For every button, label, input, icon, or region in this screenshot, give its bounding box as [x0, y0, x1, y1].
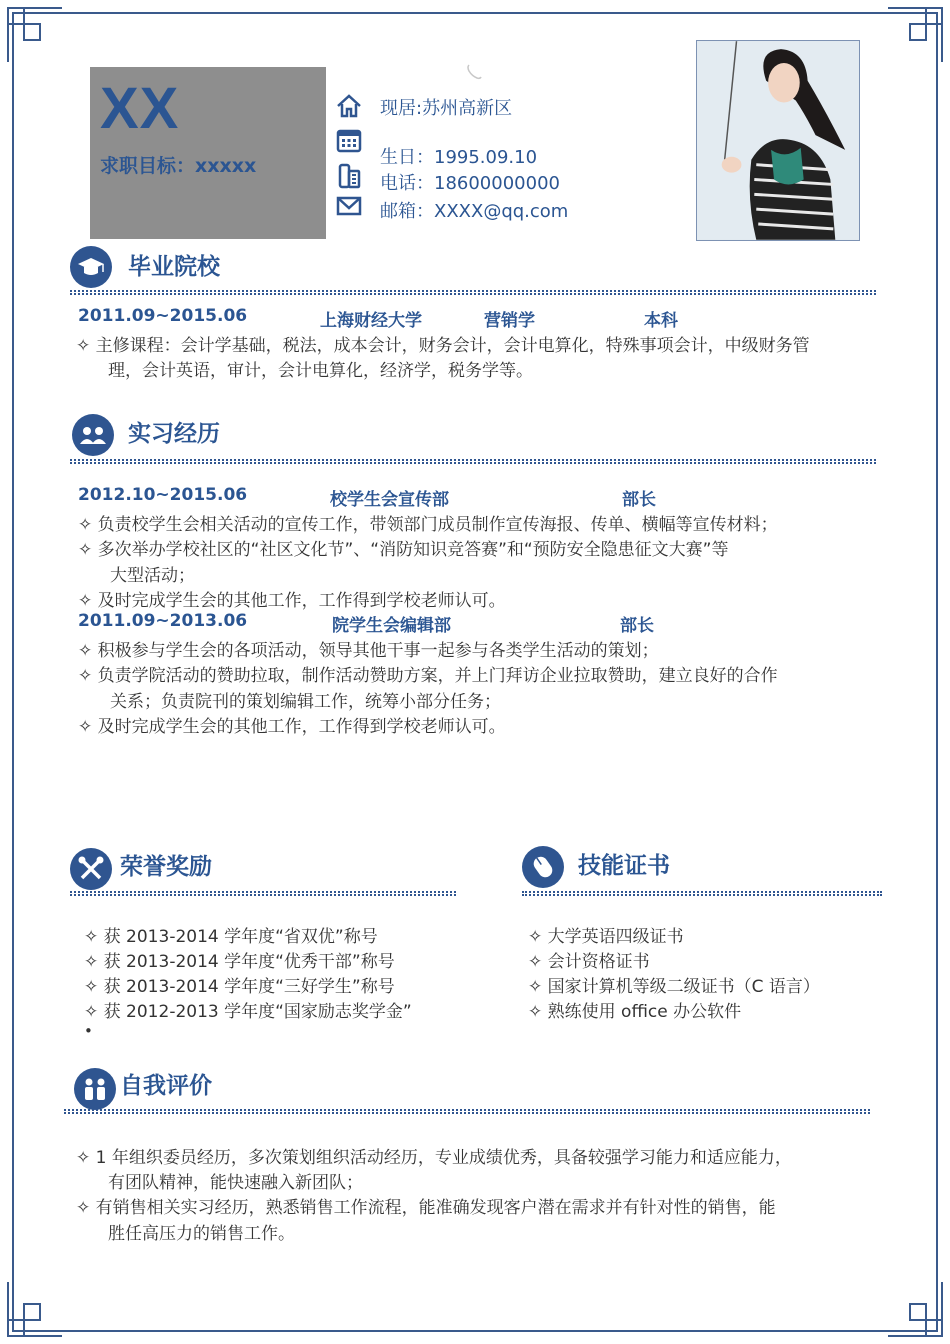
- job2-role: 部长: [620, 616, 654, 636]
- skills-divider: [522, 891, 882, 896]
- corner-ornament-bottom-right: [888, 1282, 944, 1338]
- skill-item: ✧ 国家计算机等级二级证书（C 语言）: [528, 977, 820, 997]
- education-degree: 本科: [644, 311, 678, 331]
- skill-item: ✧ 熟练使用 office 办公软件: [528, 1002, 742, 1022]
- team-icon: [72, 414, 114, 456]
- mouse-icon: [522, 846, 564, 888]
- job1-period: 2012.10~2015.06: [78, 485, 248, 505]
- name-box: [90, 67, 326, 239]
- education-courses: ✧ 主修课程：会计学基础，税法，成本会计，财务会计，会计电算化，特殊事项会计，中级财务管: [76, 336, 810, 356]
- job2-period: 2011.09~2013.06: [78, 611, 248, 631]
- self-eval-title: 自我评价: [120, 1073, 212, 1099]
- internship-title: 实习经历: [128, 421, 220, 447]
- job1-org: 校学生会宣传部: [330, 490, 449, 510]
- job2-line: 关系；负责院刊的策划编辑工作，统筹小部分任务；: [110, 692, 501, 712]
- birthday-text: 生日：1995.09.10: [380, 147, 538, 168]
- job-objective: 求职目标：xxxxx: [100, 155, 257, 177]
- email-text: 邮箱：XXXX@qq.com: [380, 201, 569, 222]
- phone-icon: [464, 62, 484, 82]
- honors-title: 荣誉奖励: [120, 854, 212, 880]
- self-eval-line: ✧ 1 年组织委员经历，多次策划组织活动经历，专业成绩优秀，具备较强学习能力和适应能力，: [76, 1148, 792, 1168]
- education-school: 上海财经大学: [320, 311, 422, 331]
- education-period: 2011.09~2015.06: [78, 306, 248, 326]
- education-title: 毕业院校: [128, 254, 220, 280]
- honor-item: ✧ 获 2013-2014 学年度“三好学生”称号: [84, 977, 395, 997]
- education-courses-cont: 理，会计英语，审计，会计电算化，经济学，税务学等。: [108, 361, 533, 381]
- job2-line: ✧ 积极参与学生会的各项活动，领导其他干事一起参与各类学生活动的策划；: [78, 641, 659, 661]
- honor-item: ✧ 获 2013-2014 学年度“省双优”称号: [84, 927, 378, 947]
- honor-item: •: [84, 1022, 93, 1040]
- calendar-icon: [335, 126, 363, 154]
- internship-divider: [70, 459, 876, 464]
- corner-ornament-top-left: [6, 6, 62, 62]
- mail-icon: [335, 192, 363, 220]
- education-major: 营销学: [484, 311, 535, 331]
- graduation-cap-icon: [70, 246, 112, 288]
- honors-divider: [70, 891, 456, 896]
- job1-line: ✧ 负责校学生会相关活动的宣传工作，带领部门成员制作宣传海报、传单、横幅等宣传材料；: [78, 515, 778, 535]
- job1-line: ✧ 多次举办学校社区的“社区文化节”、“消防知识竞答赛”和“预防安全隐患征文大赛”等: [78, 540, 729, 560]
- candidate-name: XX: [100, 76, 180, 141]
- job2-line: ✧ 负责学院活动的赞助拉取，制作活动赞助方案，并上门拜访企业拉取赞助，建立良好的合作: [78, 666, 778, 686]
- telephone-icon: [335, 162, 363, 190]
- self-eval-line: 胜任高压力的销售工作。: [108, 1224, 295, 1244]
- home-icon: [335, 92, 363, 120]
- education-divider: [70, 290, 876, 295]
- job1-line: ✧ 及时完成学生会的其他工作，工作得到学校老师认可。: [78, 591, 506, 611]
- honor-item: ✧ 获 2013-2014 学年度“优秀干部”称号: [84, 952, 395, 972]
- honor-item: ✧ 获 2012-2013 学年度“国家励志奖学金”: [84, 1002, 412, 1022]
- corner-ornament-top-right: [888, 6, 944, 62]
- people-icon: [74, 1068, 116, 1110]
- skill-item: ✧ 大学英语四级证书: [528, 927, 684, 947]
- self-eval-line: ✧ 有销售相关实习经历，熟悉销售工作流程，能准确发现客户潜在需求并有针对性的销售，能: [76, 1198, 776, 1218]
- phone-text: 电话：18600000000: [380, 173, 560, 194]
- self-eval-divider: [64, 1109, 870, 1114]
- residence-text: 现居:苏州高新区: [380, 98, 513, 119]
- tools-icon: [70, 848, 112, 890]
- skills-title: 技能证书: [578, 853, 670, 879]
- job2-line: ✧ 及时完成学生会的其他工作，工作得到学校老师认可。: [78, 717, 506, 737]
- job1-role: 部长: [622, 490, 656, 510]
- profile-photo: [696, 40, 860, 241]
- skill-item: ✧ 会计资格证书: [528, 952, 650, 972]
- job2-org: 院学生会编辑部: [332, 616, 451, 636]
- job1-line: 大型活动；: [110, 566, 195, 586]
- corner-ornament-bottom-left: [6, 1282, 62, 1338]
- self-eval-line: 有团队精神，能快速融入新团队；: [108, 1173, 363, 1193]
